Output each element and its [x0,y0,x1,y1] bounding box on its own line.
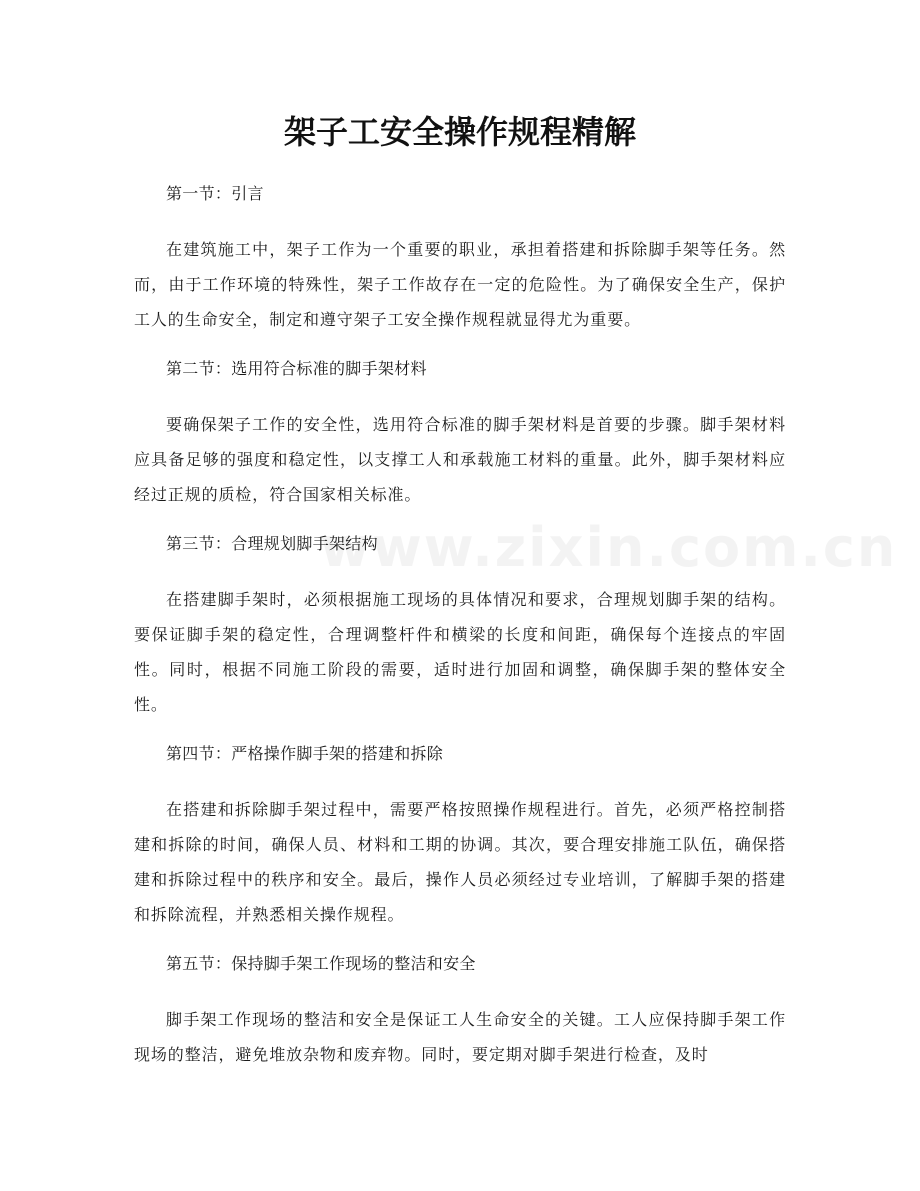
section-4-heading: 第四节：严格操作脚手架的搭建和拆除 [166,744,444,763]
document-body [134,180,786,1090]
section-5-body: 脚手架工作现场的整洁和安全是保证工人生命安全的关键。工人应保持脚手架工作现场的整洁，避免堆放杂物和废弃物。同时，要定期对脚手架进行检查，及时 [134,1010,786,1064]
section-1-body: 在建筑施工中，架子工作为一个重要的职业，承担着搭建和拆除脚手架等任务。然而，由于工作环境的特殊性，架子工作故存在一定的危险性。为了确保安全生产，保护工人的生命安全，制定和遵守架子工安全操作规程就显得尤为重要。 [134,240,786,329]
section-2-body: 要确保架子工作的安全性，选用符合标准的脚手架材料是首要的步骤。脚手架材料应具备足够的强度和稳定性，以支撑工人和承载施工材料的重量。此外，脚手架材料应经过正规的质检，符合国家相关标准。 [134,415,786,504]
watermark: www.zixin.com.cn [320,516,898,579]
document-title: 架子工安全操作规程精解 [283,113,636,151]
section-5-heading: 第五节：保持脚手架工作现场的整洁和安全 [166,954,476,973]
section-1-heading: 第一节：引言 [166,184,264,203]
section-4-body: 在搭建和拆除脚手架过程中，需要严格按照操作规程进行。首先，必须严格控制搭建和拆除的时间，确保人员、材料和工期的协调。其次，要合理安排施工队伍，确保搭建和拆除过程中的秩序和安全。最后，操作人员必须经过专业培训，了解脚手架的搭建和拆除流程，并熟悉相关操作规程。 [134,800,786,924]
section-3-heading: 第三节：合理规划脚手架结构 [166,534,378,553]
section-2-heading: 第二节：选用符合标准的脚手架材料 [166,359,427,378]
section-3-body: 在搭建脚手架时，必须根据施工现场的具体情况和要求，合理规划脚手架的结构。要保证脚手架的稳定性，合理调整杆件和横梁的长度和间距，确保每个连接点的牢固性。同时，根据不同施工阶段的需要，适时进行加固和调整，确保脚手架的整体安全性。 [134,590,786,714]
